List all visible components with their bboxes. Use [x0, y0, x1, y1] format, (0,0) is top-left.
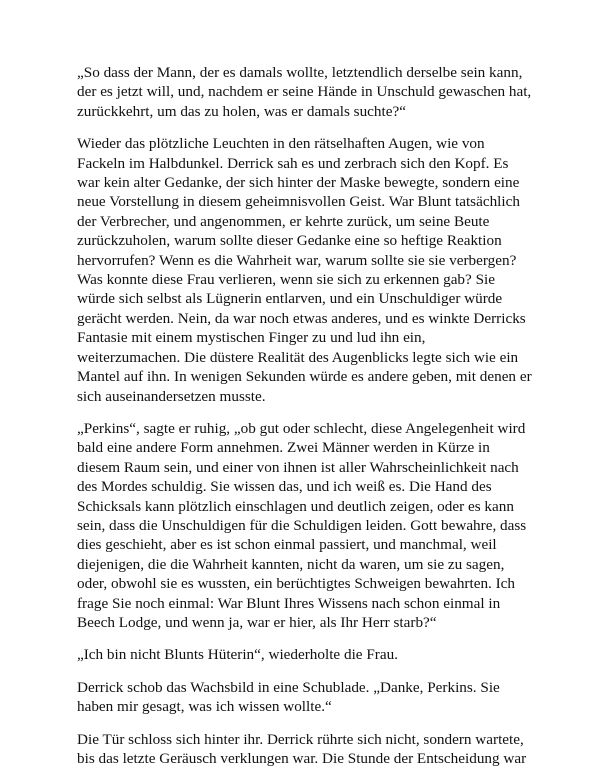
paragraph-5: Derrick schob das Wachsbild in eine Schublade. „Danke, Perkins. Sie haben mir gesagt, was ich wissen wollte.“: [77, 678, 500, 716]
document-page: [77, 63, 532, 781]
paragraph-1: „So dass der Mann, der es damals wollte, letztendlich derselbe sein kann, der es jetzt will, und, nachdem er seine Hände in Unschuld gewaschen hat, zurückkehrt, um das zu holen, was er damals suchte?“: [77, 64, 532, 120]
paragraph-6: Die Tür schloss sich hinter ihr. Derrick rührte sich nicht, sondern wartete, bis das letzte Geräusch verklungen war. Die Stunde der Entscheidung war: [77, 730, 527, 767]
paragraph-3: „Perkins“, sagte er ruhig, „ob gut oder schlecht, diese Angelegenheit wird bald eine andere Form annehmen. Zwei Männer werden in Kürze in diesem Raum sein, und einer von ihnen ist aller Wahrscheinlichkeit nach des Mordes schuldig. Sie wissen das, und ich weiß es. Die Hand des Schicksals kann plötzlich einschlagen und deutlich zeigen, oder es kann sein, dass die Unschuldigen für die Schuldigen leiden. Gott bewahre, dass dies geschieht, aber es ist schon einmal passiert, und manchmal, weil diejenigen, die die Wahrheit kannten, nicht da waren, um sie zu sagen, oder, obwohl sie es wussten, ein berüchtigtes Schweigen bewahrten. Ich frage Sie noch einmal: War Blunt Ihres Wissens nach schon einmal in Beech Lodge, und wenn ja, war er hier, als Ihr Herr starb?“: [77, 419, 527, 631]
paragraph-4: „Ich bin nicht Blunts Hüterin“, wiederholte die Frau.: [77, 646, 398, 664]
paragraph-2: Wieder das plötzliche Leuchten in den rätselhaften Augen, wie von Fackeln im Halbdunkel. Derrick sah es und zerbrach sich den Kopf. Es war kein alter Gedanke, der sich hinter der Maske bewegte, sondern eine neue Vorstellung in diesem geheimnisvollen Geist. War Blunt tatsächlich der Verbrecher, und angenommen, er kehrte zurück, um seine Beute zurückzuholen, warum sollte dieser Gedanke eine so heftige Reaktion hervorrufen? Wenn es die Wahrheit war, warum sollte sie sie verbergen? Was konnte diese Frau verlieren, wenn sie sich zu erkennen gab? Sie würde sich selbst als Lügnerin entlarven, und ein Unschuldiger würde gerächt werden. Nein, da war noch etwas anderes, und es winkte Derricks Fantasie mit einem mystischen Finger zu und lud ihn ein, weiterzumachen. Die düstere Realität des Augenblicks legte sich wie ein Mantel auf ihn. In wenigen Sekunden würde es andere geben, mit denen er sich auseinandersetzen musste.: [77, 135, 532, 405]
